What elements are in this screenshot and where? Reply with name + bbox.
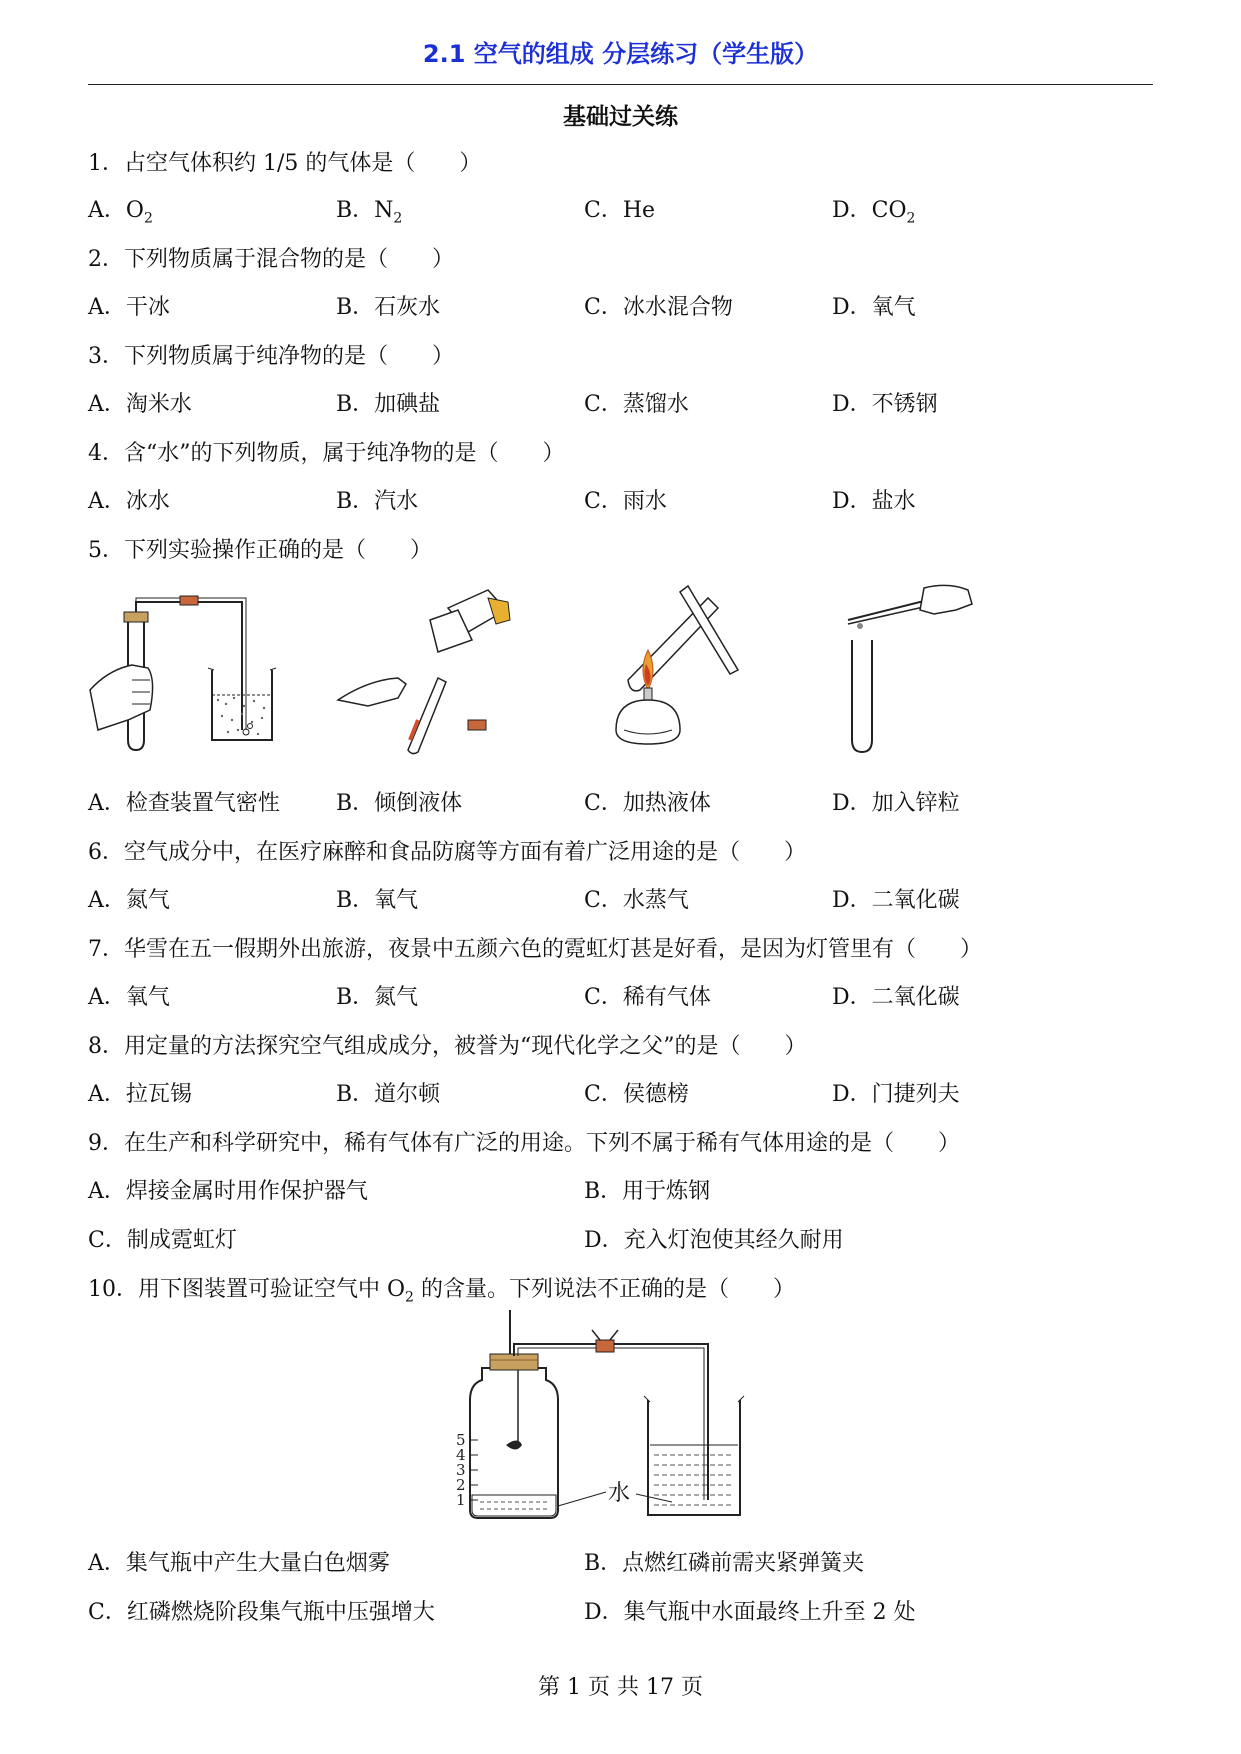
question-8-option-d: D．门捷列夫: [832, 1082, 960, 1107]
question-7-option-c: C．稀有气体: [584, 985, 711, 1010]
question-4-stem: 4．含“水”的下列物质，属于纯净物的是（ ）: [88, 441, 565, 466]
figure-oxygen-content-apparatus: [456, 1310, 780, 1520]
question-3-option-a: A．淘米水: [88, 392, 192, 417]
header-divider: [88, 84, 1153, 85]
question-5-option-b: B．倾倒液体: [336, 791, 463, 816]
question-7-stem: 7．华雪在五一假期外出旅游，夜景中五颜六色的霓虹灯甚是好看，是因为灯管里有（ ）: [88, 937, 983, 962]
question-3-option-c: C．蒸馏水: [584, 392, 689, 417]
question-1-option-c: C．He: [584, 198, 656, 223]
question-6-option-d: D．二氧化碳: [832, 888, 960, 913]
question-4-option-b: B．汽水: [336, 489, 419, 514]
question-9-option-a: A．焊接金属时用作保护器气: [88, 1179, 368, 1204]
question-9-option-b: B．用于炼钢: [584, 1179, 711, 1204]
question-2-option-a: A．干冰: [88, 295, 170, 320]
question-5-option-d: D．加入锌粒: [832, 791, 960, 816]
question-2-option-b: B．石灰水: [336, 295, 441, 320]
question-1-option-a: A．$O_2$: [88, 198, 153, 227]
question-4-option-a: A．冰水: [88, 489, 170, 514]
section-title: 基础过关练: [563, 104, 678, 130]
question-3-option-b: B．加碘盐: [336, 392, 441, 417]
question-7-option-d: D．二氧化碳: [832, 985, 960, 1010]
figure-pouring-liquid: [338, 580, 538, 755]
question-2-option-d: D．氧气: [832, 295, 916, 320]
question-10-option-a: A．集气瓶中产生大量白色烟雾: [88, 1551, 390, 1576]
question-3-stem: 3．下列物质属于纯净物的是（ ）: [88, 344, 454, 369]
question-5-option-a: A．检查装置气密性: [88, 791, 280, 816]
question-6-option-a: A．氮气: [88, 888, 170, 913]
question-5-figures: [88, 580, 1088, 755]
scale-label-5: 5: [456, 1431, 466, 1449]
question-6-option-c: C．水蒸气: [584, 888, 689, 913]
question-2-stem: 2．下列物质属于混合物的是（ ）: [88, 247, 454, 272]
question-1-option-d: D．$CO_2$: [832, 198, 916, 227]
question-10-stem: 10．用下图装置可验证空气中 $O_2$ 的含量。下列说法不正确的是（ ）: [88, 1277, 795, 1306]
question-1-stem: 1．占空气体积约 1/5 的气体是（ ）: [88, 151, 482, 176]
question-6-stem: 6．空气成分中，在医疗麻醉和食品防腐等方面有着广泛用途的是（ ）: [88, 840, 806, 865]
question-9-option-d: D．充入灯泡使其经久耐用: [584, 1228, 844, 1253]
question-7-option-a: A．氧气: [88, 985, 170, 1010]
question-4-option-c: C．雨水: [584, 489, 667, 514]
question-10-option-b: B．点燃红磷前需夹紧弹簧夹: [584, 1551, 865, 1576]
question-10-option-d: D．集气瓶中水面最终上升至 2 处: [584, 1600, 916, 1625]
scale-label-3: 3: [456, 1461, 466, 1479]
figure-adding-zinc: [838, 580, 1038, 755]
question-8-stem: 8．用定量的方法探究空气组成成分，被誉为“现代化学之父”的是（ ）: [88, 1034, 807, 1059]
question-7-option-b: B．氮气: [336, 985, 419, 1010]
question-8-option-b: B．道尔顿: [336, 1082, 441, 1107]
question-10-option-c: C．红磷燃烧阶段集气瓶中压强增大: [88, 1600, 435, 1625]
page-footer: 第 1 页 共 17 页: [538, 1675, 703, 1700]
figure-airtightness-check: [88, 580, 288, 755]
water-label: 水: [608, 1481, 631, 1506]
figure-heating-liquid: [588, 580, 788, 755]
question-4-option-d: D．盐水: [832, 489, 916, 514]
question-9-stem: 9．在生产和科学研究中，稀有气体有广泛的用途。下列不属于稀有气体用途的是（ ）: [88, 1131, 961, 1156]
question-8-option-a: A．拉瓦锡: [88, 1082, 192, 1107]
question-5-stem: 5．下列实验操作正确的是（ ）: [88, 538, 432, 563]
scale-label-2: 2: [456, 1476, 466, 1494]
scale-label-1: 1: [456, 1491, 466, 1509]
question-9-option-c: C．制成霓虹灯: [88, 1228, 237, 1253]
question-8-option-c: C．侯德榜: [584, 1082, 689, 1107]
question-5-option-c: C．加热液体: [584, 791, 711, 816]
question-1-option-b: B．$N_2$: [336, 198, 403, 227]
question-2-option-c: C．冰水混合物: [584, 295, 733, 320]
question-6-option-b: B．氧气: [336, 888, 419, 913]
question-3-option-d: D．不锈钢: [832, 392, 938, 417]
scale-label-4: 4: [456, 1446, 466, 1464]
page-title: 2.1 空气的组成 分层练习（学生版）: [422, 40, 819, 68]
